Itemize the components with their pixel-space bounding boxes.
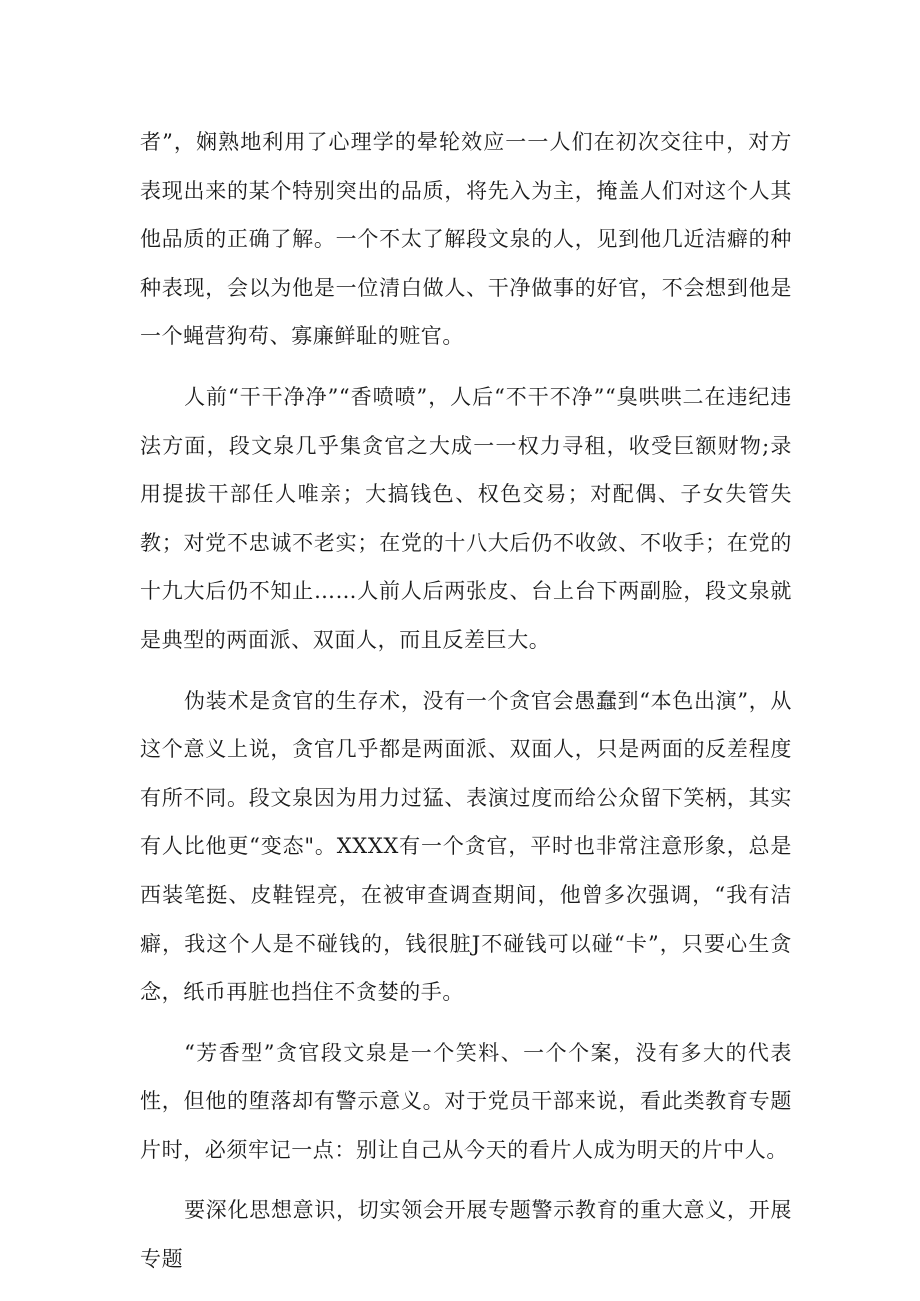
paragraph-3: 伪装术是贪官的生存术，没有一个贪官会愚蠢到“本色出演”，从这个意义上说，贪官几乎都是两面派、双面人，只是两面的反差程度有所不同。段文泉因为用力过猛、表演过度而给公众留下笑柄，其实有人比他更“变态"。XXXX有一个贪官，平时也非常注意形象，总是西装笔挺、皮鞋锃亮，在被审查调查期间，他曾多次强调，“我有洁癖，我这个人是不碰钱的，钱很脏J不碰钱可以碰“卡”，只要心生贪念，纸币再脏也挡住不贪婪的手。: [140, 688, 792, 1005]
paragraph-2: 人前“干干净净”“香喷喷”，人后“不干不净”“臭哄哄二在违纪违法方面，段文泉几乎集贪官之大成一一权力寻租，收受巨额财物;录用提拔干部任人唯亲；大搞钱色、权色交易；对配偶、子女失管失教；对党不忠诚不老实；在党的十八大后仍不收敛、不收手；在党的十九大后仍不知止……人前人后两张皮、台上台下两副脸，段文泉就是典型的两面派、双面人，而且反差巨大。: [140, 384, 792, 652]
paragraph-4: “芳香型”贪官段文泉是一个笑料、一个个案，没有多大的代表性，但他的堕落却有警示意义。对于党员干部来说，看此类教育专题片时，必须牢记一点：别让自己从今天的看片人成为明天的片中人。: [140, 1040, 792, 1162]
paragraph-1: 者”，娴熟地利用了心理学的晕轮效应一一人们在初次交往中，对方表现出来的某个特别突出的品质，将先入为主，掩盖人们对这个人其他品质的正确了解。一个不太了解段文泉的人，见到他几近洁癖的种种表现，会以为他是一位清白做人、干净做事的好官，不会想到他是一个蝇营狗苟、寡廉鲜耻的赃官。: [140, 130, 792, 349]
paragraph-5: 要深化思想意识，切实领会开展专题警示教育的重大意义，开展专题: [140, 1198, 792, 1272]
document-body: [140, 118, 792, 1296]
